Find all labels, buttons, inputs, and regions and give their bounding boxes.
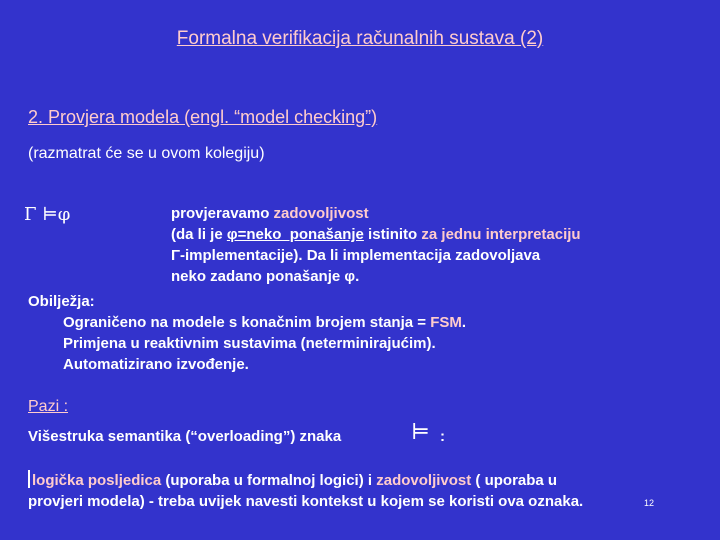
overloading-text: Višestruka semantika (“overloading”) znaka	[28, 428, 342, 445]
course-note: (razmatrat će se u ovom kolegiju)	[28, 145, 265, 162]
slide-title: Formalna verifikacija računalnih sustava (2)	[176, 28, 544, 49]
desc-line-2: (da li je φ=neko_ponašanje istinito za jednu interpretaciju	[171, 226, 581, 243]
warning-heading: Pazi :	[28, 398, 69, 415]
satisfiability-term-2: zadovoljivost	[376, 472, 472, 489]
desc-line-3: Γ-implementacije). Da li implementacija zadovoljava	[171, 247, 541, 264]
desc-line-1: provjeravamo zadovoljivost	[171, 205, 369, 222]
formula-description	[171, 203, 581, 287]
turnstile-bar	[28, 470, 30, 488]
models-symbol: ⊨	[42, 204, 58, 225]
phi-symbol: φ	[57, 204, 71, 225]
overloading-colon: :	[440, 428, 445, 445]
closing-line-2: provjeri modela) - treba uvijek navesti kontekst u kojem se koristi ova oznaka.	[28, 493, 584, 510]
models-symbol-large: ⊨	[411, 420, 430, 445]
features-block	[28, 291, 466, 375]
fsm-term: FSM	[430, 314, 462, 331]
feature-item: Automatizirano izvođenje.	[63, 356, 249, 373]
closing-paragraph	[28, 470, 583, 512]
consequence-term: logička posljedica	[32, 472, 162, 489]
closing-line-1: logička posljedica (uporaba u formalnoj logici) i zadovoljivost ( uporaba u	[28, 470, 583, 491]
gamma-symbol: Γ	[24, 204, 37, 225]
interpretation-term: za jednu interpretaciju	[421, 226, 581, 243]
feature-item: Primjena u reaktivnim sustavima (neterminirajućim).	[63, 335, 436, 352]
satisfiability-term: zadovoljivost	[273, 205, 369, 222]
behaviour-term: φ=neko_ponašanje	[226, 226, 364, 243]
section-heading: 2. Provjera modela (engl. “model checking”)	[28, 107, 378, 127]
feature-item: Ograničeno na modele s konačnim brojem stanja = FSM.	[63, 314, 467, 331]
models-formula	[24, 204, 70, 225]
features-heading: Obilježja:	[28, 293, 95, 310]
desc-line-4: neko zadano ponašanje φ.	[171, 268, 360, 285]
page-number: 12	[644, 498, 655, 508]
